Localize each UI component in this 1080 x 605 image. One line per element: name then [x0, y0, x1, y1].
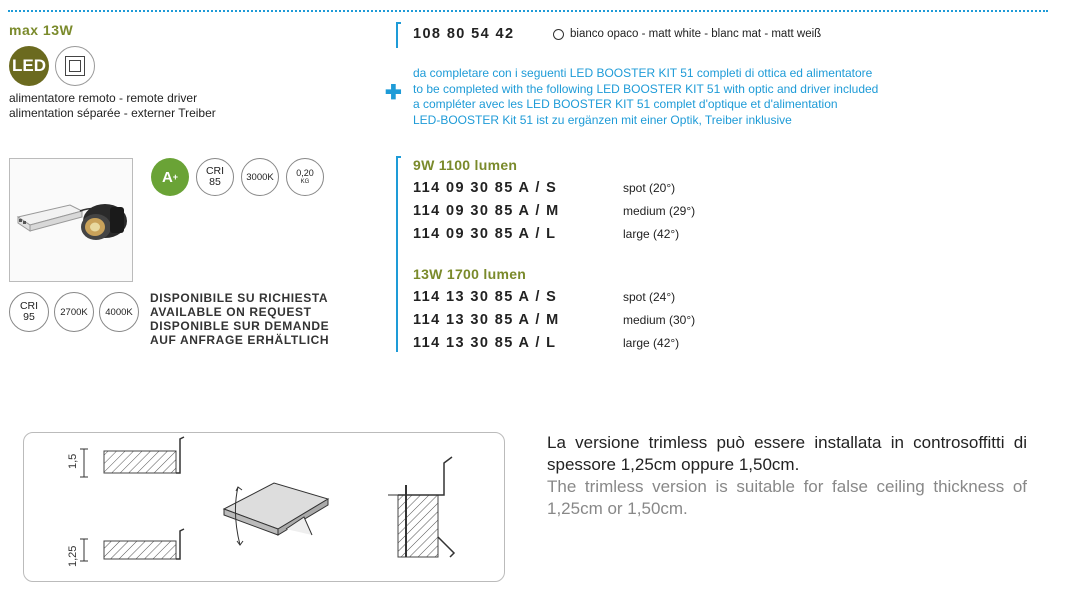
kit-beam: large (42°) — [623, 336, 680, 350]
color-temp-4000k-badge: 4000K — [99, 292, 139, 332]
kit-heading: 13W 1700 lumen — [413, 266, 527, 282]
kit-code: 114 09 30 85 A / L — [413, 226, 557, 242]
kit-code: 114 13 30 85 A / S — [413, 289, 558, 305]
cri-85-badge — [196, 158, 234, 196]
finish-swatch — [553, 29, 564, 40]
led-badge: LED — [9, 46, 49, 86]
driver-box-icon — [18, 205, 82, 231]
trimless-text-en: The trimless version is suitable for false ceiling thickness of 1,25cm or 1,50cm. — [547, 477, 1027, 518]
ugr-badge — [286, 158, 324, 196]
cri-value: 95 — [23, 311, 35, 323]
request-line: DISPONIBLE SUR DEMANDE — [150, 319, 330, 333]
installation-diagram — [23, 432, 505, 582]
cri-label: CRI — [19, 300, 39, 312]
driver-description — [9, 91, 216, 121]
booster-line: da completare con i seguenti LED BOOSTER KIT 51 completi di ottica ed alimentatore — [413, 66, 873, 80]
kit-code: 114 09 30 85 A / S — [413, 180, 558, 196]
code-bracket — [396, 22, 401, 48]
top-divider — [8, 10, 1048, 12]
led-module-and-driver-image — [10, 159, 132, 281]
led-module-icon — [80, 204, 127, 240]
kit-code: 114 09 30 85 A / M — [413, 203, 560, 219]
request-line: AVAILABLE ON REQUEST — [150, 305, 312, 319]
booster-line: a compléter avec les LED BOOSTER KIT 51 complet d'optique et d'alimentation — [413, 97, 838, 111]
request-line: AUF ANFRAGE ERHÄLTLICH — [150, 333, 330, 347]
ugr-unit: KG — [300, 179, 310, 185]
kit-code: 114 13 30 85 A / L — [413, 335, 557, 351]
kit-beam: spot (24°) — [623, 290, 676, 304]
finish-label: bianco opaco - matt white - blanc mat - matt weiß — [570, 28, 822, 40]
kit-beam: spot (20°) — [623, 181, 676, 195]
section-1-5-drawing — [80, 437, 184, 477]
ceiling-section-drawing — [24, 433, 504, 581]
section-1-25-drawing — [80, 529, 184, 561]
double-insulation-icon — [55, 46, 95, 86]
cri-label: CRI — [205, 165, 225, 177]
kit-beam: medium (29°) — [623, 204, 696, 218]
energy-class-badge — [151, 158, 189, 196]
trimless-plate-icon — [224, 483, 328, 545]
energy-class-letter: A — [161, 168, 173, 186]
power-label: max 13W — [9, 22, 74, 38]
cri-value: 85 — [209, 176, 221, 188]
dim-bottom-label: 1,25 — [67, 545, 79, 567]
color-temp-2700k-badge: 2700K — [54, 292, 94, 332]
cri-95-badge — [9, 292, 49, 332]
fixing-section-icon — [388, 457, 454, 557]
plus-icon: ✚ — [385, 82, 402, 104]
ugr-value: 0,20 — [296, 168, 314, 178]
kits-bracket — [396, 156, 401, 352]
trimless-text-it: La versione trimless può essere installata in controsoffitti di spessore 1,25cm oppure 1,50cm. — [547, 433, 1027, 474]
booster-line: LED-BOOSTER Kit 51 ist zu ergänzen mit einer Optik, Treiber inklusive — [413, 112, 792, 127]
product-photo — [9, 158, 133, 282]
on-request-note — [150, 291, 329, 347]
kit-heading: 9W 1100 lumen — [413, 157, 518, 173]
kit-beam: medium (30°) — [623, 313, 696, 327]
request-line: DISPONIBILE SU RICHIESTA — [150, 291, 329, 305]
booster-kit-note — [413, 66, 878, 128]
color-temp-3000k-badge: 3000K — [241, 158, 279, 196]
dim-top-label: 1,5 — [67, 453, 79, 469]
product-code: 108 80 54 42 — [413, 26, 515, 42]
driver-line: alimentation séparée - externer Treiber — [9, 106, 216, 120]
kit-code: 114 13 30 85 A / M — [413, 312, 560, 328]
driver-line: alimentatore remoto - remote driver — [9, 91, 198, 105]
energy-class-plus: + — [172, 172, 179, 182]
booster-line: to be completed with the following LED BOOSTER KIT 51 with optic and driver included — [413, 81, 879, 96]
kit-beam: large (42°) — [623, 227, 680, 241]
